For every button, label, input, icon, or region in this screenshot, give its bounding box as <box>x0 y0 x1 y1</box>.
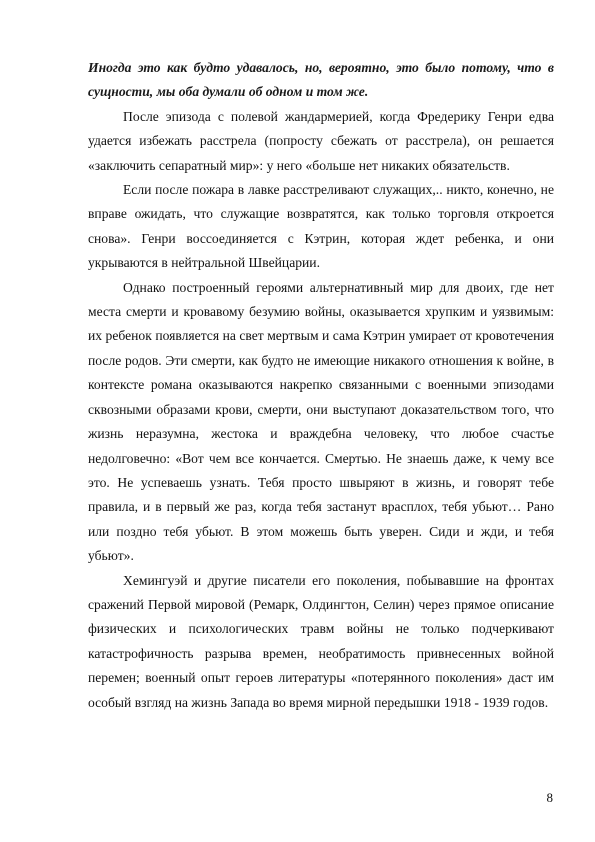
page-number: 8 <box>546 790 553 805</box>
paragraph-gendarmerie-episode: После эпизода с полевой жандармерией, когда Фредерику Генри едва удается избежать расстрела (попросту сбежать от расстрела), он решается «заключить сепаратный мир»: у него «больше нет никаких обязательств. <box>88 108 554 173</box>
paragraph-switzerland: Если после пожара в лавке расстреливают служащих,.. никто, конечно, не вправе ожидать, что служащие возвратятся, как только торговля откроется снова». Генри воссоединяется с Кэтрин, которая ждет ребенка, и они укрываются в нейтральной Швейцарии. <box>88 182 554 271</box>
italic-quote-paragraph: Иногда это как будто удавалось, но, вероятно, это было потому, что в сущности, мы оба думали об одном и том же. <box>88 60 554 100</box>
paragraph-lost-generation: Хемингуэй и другие писатели его поколения, побывавшие на фронтах сражений Первой мировой (Ремарк, Олдингтон, Селин) через прямое описание физических и психологических травм войны не только подчеркивают катастрофичность разрыва времен, необратимость привнесенных войной перемен; военный опыт героев литературы «потерянного поколения» даст им особый взгляд на жизнь Запада во время мирной передышки 1918 - 1939 годов. <box>88 572 554 710</box>
paragraph-alternative-world: Однако построенный героями альтернативный мир для двоих, где нет места смерти и кровавому безумию войны, оказывается хрупким и уязвимым: их ребенок появляется на свет мертвым и сама Кэтрин умирает от кровотечения после родов. Эти смерти, как будто не имеющие никакого отношения к войне, в контексте романа оказываются накрепко связанными с военными эпизодами сквозными образами крови, смерти, они выступают доказательством того, что жизнь неразумна, жестока и враждебна человеку, что любое счастье недолговечно: «Вот чем все кончается. Смертью. Не знаешь даже, к чему все это. Не успеваешь узнать. Тебя просто швыряют в жизнь, и говорят тебе правила, и в первый же раз, когда тебя застанут врасплох, тебя убьют… Рано или поздно тебя убьют. В этом можешь быть уверен. Сиди и жди, и тебя убьют». <box>88 279 554 564</box>
body-text <box>88 56 554 715</box>
